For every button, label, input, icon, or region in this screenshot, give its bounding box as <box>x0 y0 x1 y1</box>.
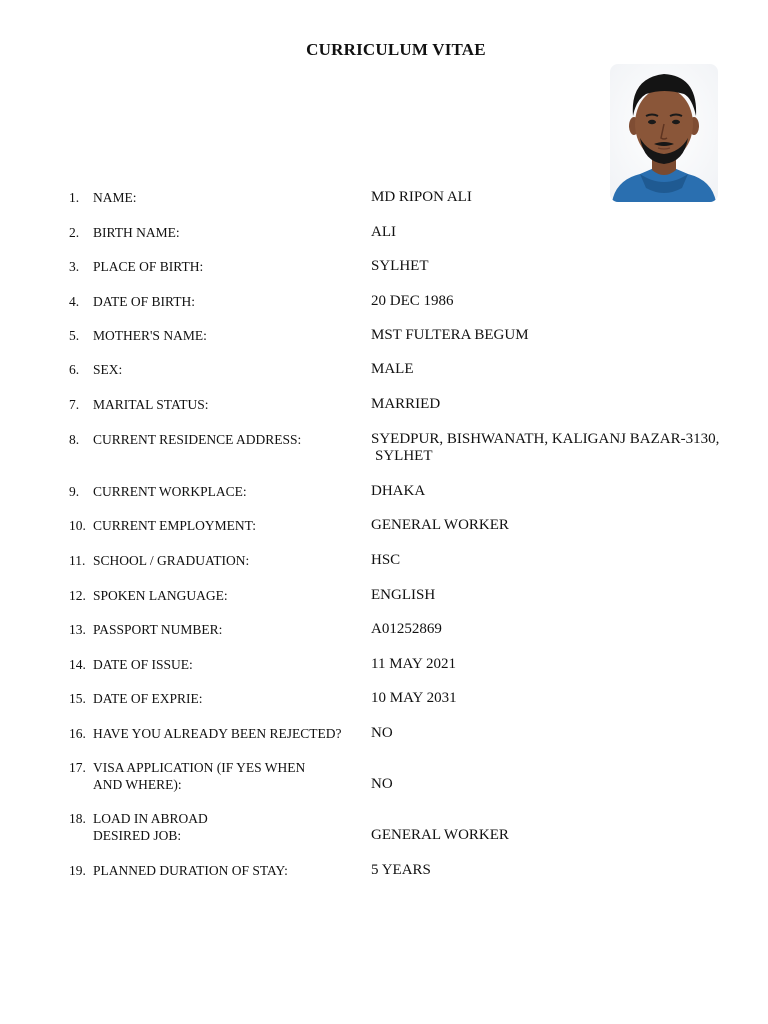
field-number: 6. <box>69 362 80 377</box>
field-number: 10. <box>69 518 86 533</box>
field-label-line: SEX: <box>93 362 123 377</box>
field-value <box>371 690 457 707</box>
field-value <box>371 396 440 413</box>
field-value <box>371 293 454 310</box>
field-label <box>93 189 137 206</box>
field-label-line: PASSPORT NUMBER: <box>93 622 223 637</box>
field-value-line: A01252869 <box>371 621 442 637</box>
field-value <box>371 483 425 500</box>
field-value <box>371 431 719 465</box>
field-label <box>93 656 193 673</box>
field-label-line: CURRENT RESIDENCE ADDRESS: <box>93 432 302 447</box>
field-label <box>93 690 203 707</box>
field-number: 4. <box>69 294 80 309</box>
field-value <box>371 189 472 206</box>
field-label-line: CURRENT EMPLOYMENT: <box>93 518 256 533</box>
field-value <box>371 621 442 638</box>
field-label-line: NAME: <box>93 190 137 205</box>
field-value <box>371 258 429 275</box>
field-value-line: GENERAL WORKER <box>371 827 509 843</box>
field-value-line: ALI <box>371 224 396 240</box>
field-value <box>371 361 414 378</box>
field-label-line: DATE OF EXPRIE: <box>93 691 203 706</box>
page-title: CURRICULUM VITAE <box>306 40 486 59</box>
field-value <box>371 862 431 879</box>
field-label-line: HAVE YOU ALREADY BEEN REJECTED? <box>93 726 342 741</box>
field-label <box>93 587 228 604</box>
field-value <box>371 517 509 534</box>
field-label-line: PLACE OF BIRTH: <box>93 259 204 274</box>
field-value <box>371 827 509 844</box>
field-value <box>371 327 529 344</box>
field-value <box>371 725 393 742</box>
field-number: 1. <box>69 190 80 205</box>
field-label-line: BIRTH NAME: <box>93 225 180 240</box>
field-label-line: LOAD IN ABROAD <box>93 811 208 826</box>
field-label-line: VISA APPLICATION (IF YES WHEN <box>93 760 306 775</box>
field-value <box>371 587 435 604</box>
field-label <box>93 431 301 448</box>
field-label <box>93 621 222 638</box>
field-number: 11. <box>69 553 86 568</box>
field-label-line-2: DESIRED JOB: <box>93 828 182 843</box>
field-value-line-2: SYLHET <box>375 448 433 464</box>
field-label <box>93 361 122 378</box>
field-value-line: MD RIPON ALI <box>371 189 472 205</box>
field-number: 17. <box>69 760 86 775</box>
field-label-line: DATE OF ISSUE: <box>93 657 193 672</box>
field-label-line: SCHOOL / GRADUATION: <box>93 553 250 568</box>
field-label <box>93 327 207 344</box>
field-label <box>93 483 247 500</box>
field-label <box>93 224 180 241</box>
field-value-line: GENERAL WORKER <box>371 517 509 533</box>
field-label <box>93 517 256 534</box>
field-number: 5. <box>69 328 80 343</box>
field-number: 15. <box>69 691 86 706</box>
field-value <box>371 552 400 569</box>
field-number: 19. <box>69 863 86 878</box>
field-value-line: 20 DEC 1986 <box>371 293 454 309</box>
field-label <box>93 810 208 844</box>
field-value-line: HSC <box>371 552 401 568</box>
field-number: 16. <box>69 726 86 741</box>
field-value-line: MALE <box>371 361 414 377</box>
field-label <box>93 725 341 742</box>
field-number: 3. <box>69 259 80 274</box>
field-value <box>371 224 396 241</box>
field-label-line: MARITAL STATUS: <box>93 397 209 412</box>
field-label <box>93 552 249 569</box>
profile-photo <box>610 64 718 202</box>
field-label-line-2: AND WHERE): <box>93 777 182 792</box>
field-number: 7. <box>69 397 80 412</box>
field-value-line: 5 YEARS <box>371 862 431 878</box>
field-value-line: NO <box>371 776 393 792</box>
field-label <box>93 258 203 275</box>
field-label-line: MOTHER'S NAME: <box>93 328 207 343</box>
field-number: 9. <box>69 484 80 499</box>
field-number: 8. <box>69 432 80 447</box>
field-value-line: 10 MAY 2031 <box>371 690 457 706</box>
field-number: 14. <box>69 657 86 672</box>
field-value-line: ENGLISH <box>371 587 436 603</box>
field-value-line: NO <box>371 725 393 741</box>
field-label <box>93 759 305 793</box>
field-value <box>371 776 393 793</box>
field-value-line: 11 MAY 2021 <box>371 656 457 672</box>
field-label <box>93 396 208 413</box>
field-number: 18. <box>69 811 86 826</box>
field-label <box>93 862 288 879</box>
field-label-line: PLANNED DURATION OF STAY: <box>93 863 288 878</box>
field-value-line: MARRIED <box>371 396 441 412</box>
field-value-line: SYEDPUR, BISHWANATH, KALIGANJ BAZAR-3130, <box>371 431 720 447</box>
field-value <box>371 656 456 673</box>
field-value-line: SYLHET <box>371 258 429 274</box>
field-value-line: MST FULTERA BEGUM <box>371 327 529 343</box>
field-number: 12. <box>69 588 86 603</box>
field-label-line: CURRENT WORKPLACE: <box>93 484 247 499</box>
field-label-line: SPOKEN LANGUAGE: <box>93 588 228 603</box>
field-number: 13. <box>69 622 86 637</box>
field-value-line: DHAKA <box>371 483 426 499</box>
field-label-line: DATE OF BIRTH: <box>93 294 195 309</box>
field-label <box>93 293 195 310</box>
field-number: 2. <box>69 225 80 240</box>
